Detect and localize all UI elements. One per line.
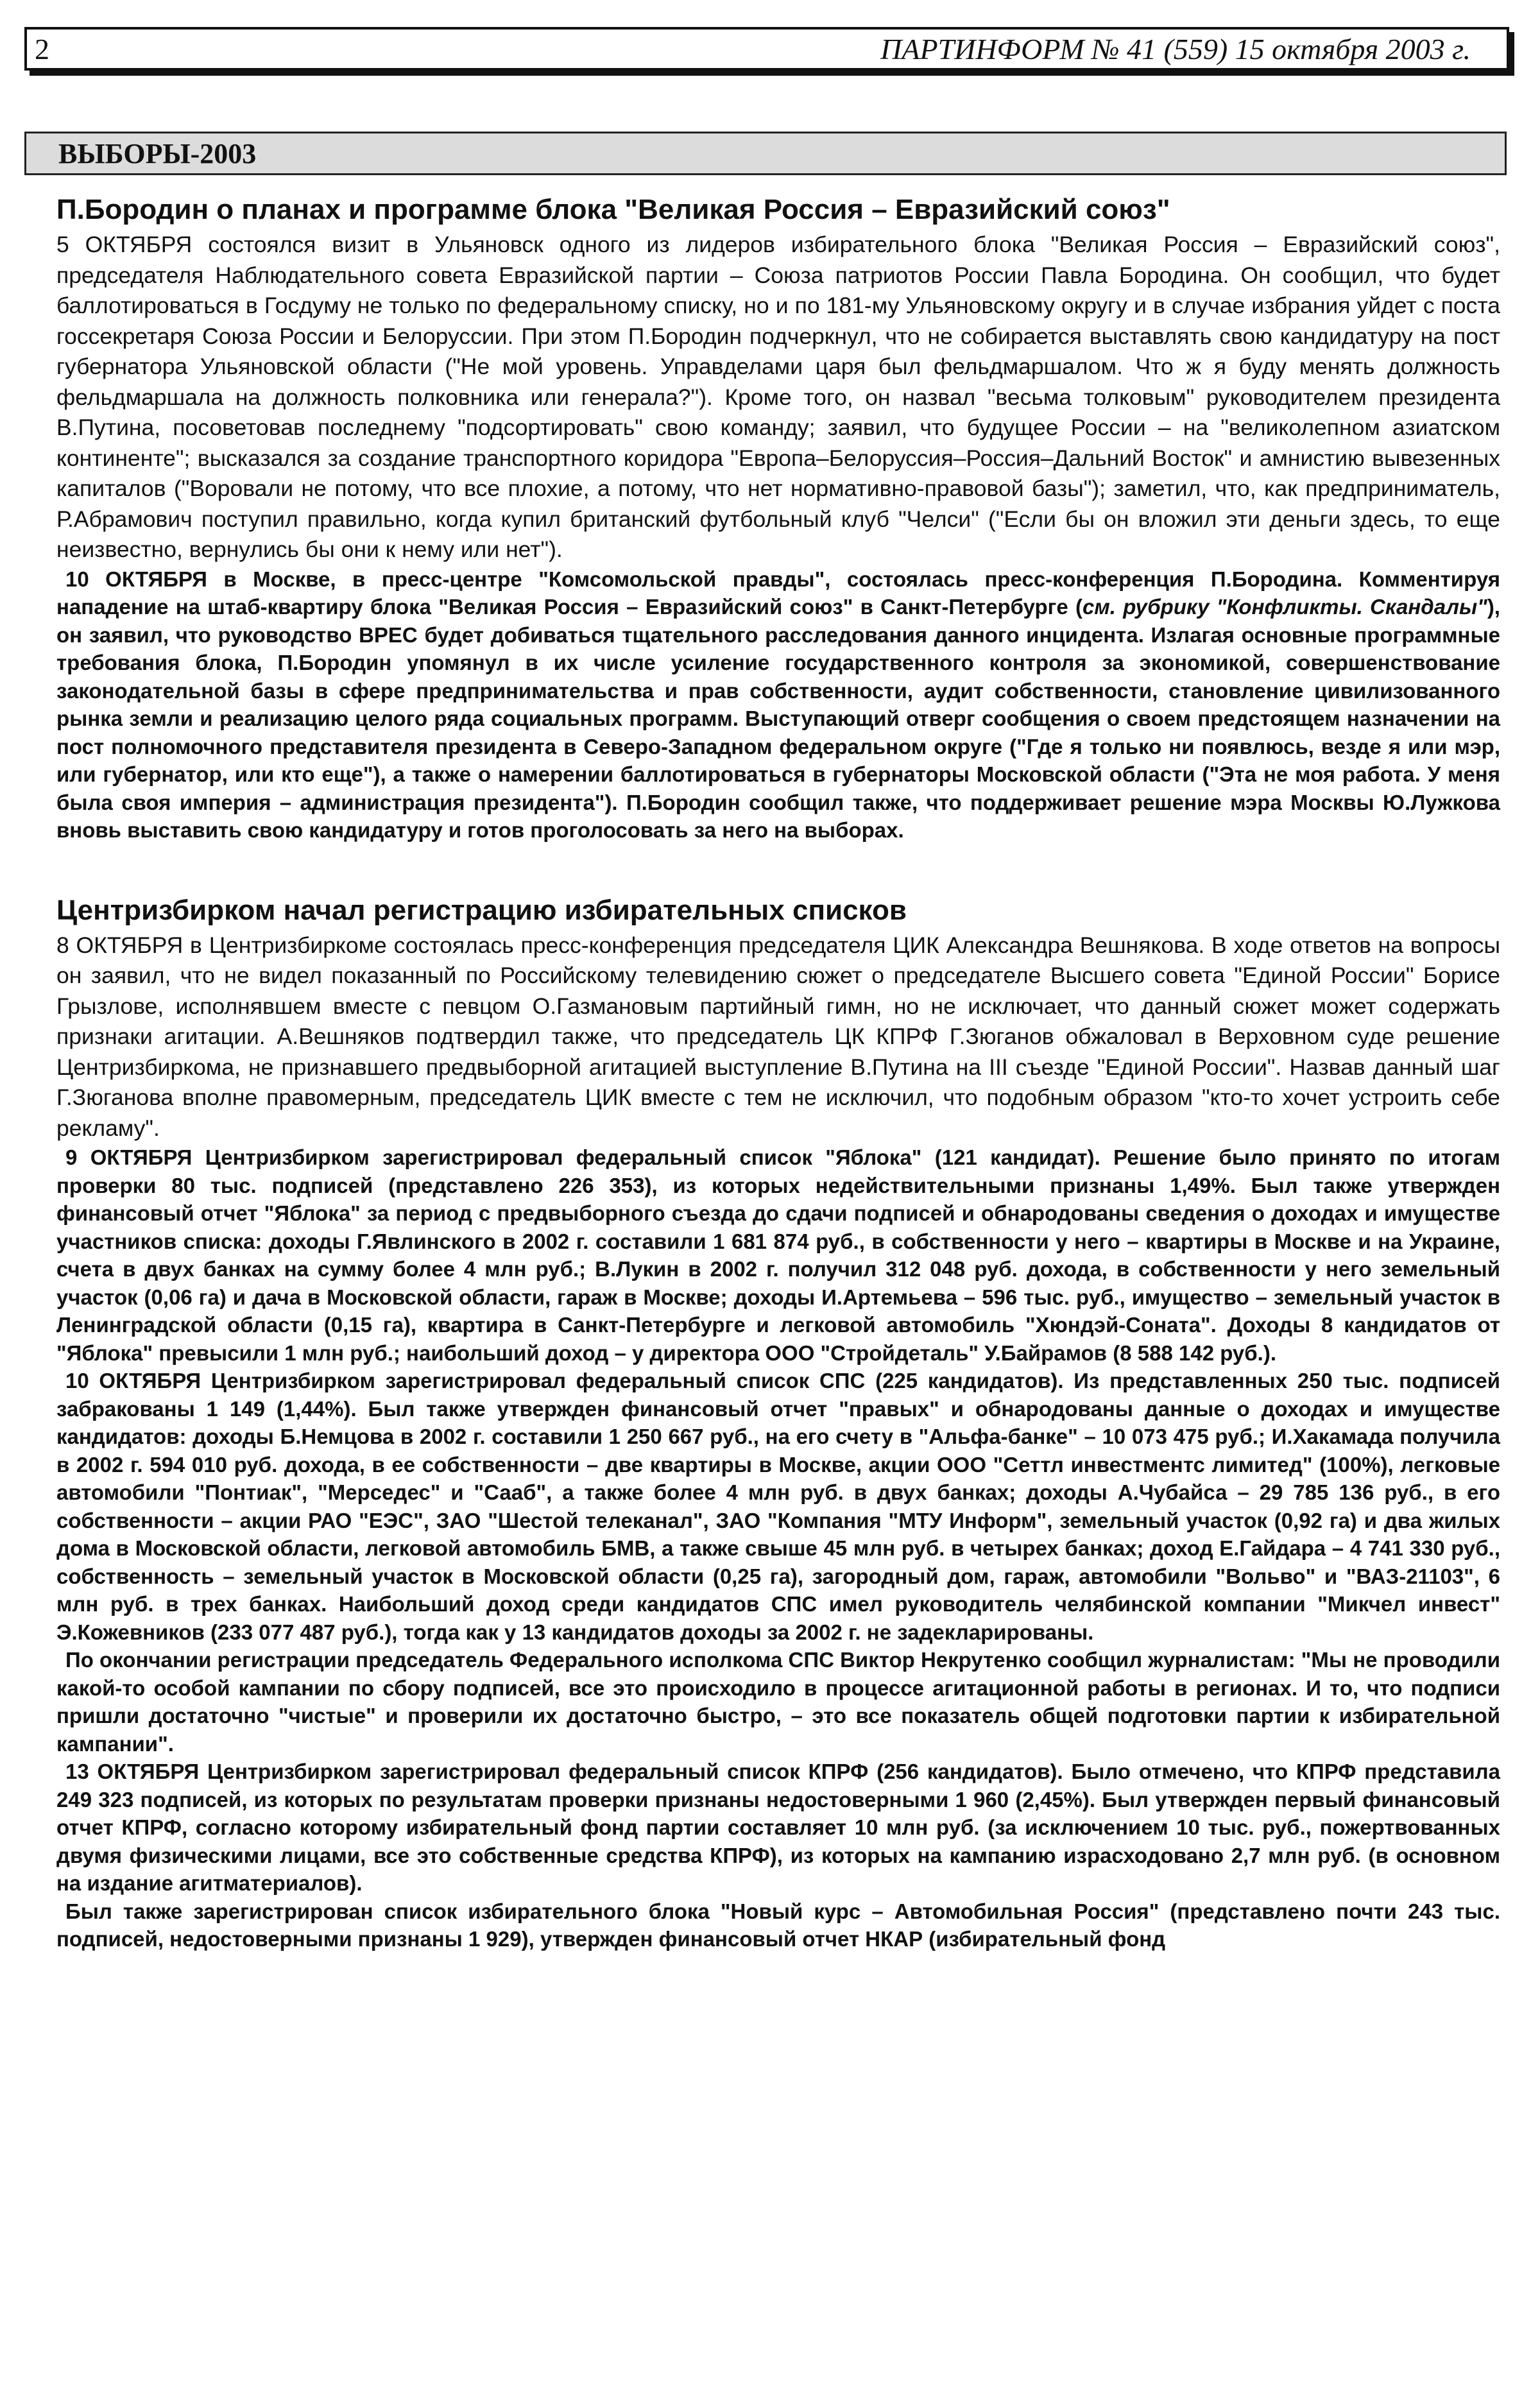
article-column [56,193,1500,1953]
rubric-reference: см. рубрику "Конфликты. Скандалы" [1082,595,1487,619]
article-paragraph: 13 ОКТЯБРЯ Центризбирком зарегистрировал федеральный список КПРФ (256 кандидатов). Было отмечено, что КПРФ представила 249 323 подписей, из которых по результатам проверки признаны недостоверными 1 960 (2,45%). Был утвержден первый финансовый отчет КПРФ, согласно которому избирательный фонд партии составляет 10 млн руб. (за исключением 10 тыс. руб., пожертвованных двумя физическими лицами, все это собственные средства КПРФ), из которых на кампанию израсходовано 2,7 млн руб. (в основном на издание агитматериалов). [56,1760,1500,1895]
article-paragraph: 10 ОКТЯБРЯ Центризбирком зарегистрировал федеральный список СПС (225 кандидатов). Из представленных 250 тыс. подписей забракованы 1 149 (1,44%). Был также утвержден финансовый отчет "правых" и обнародованы данные о доходах и имуществе кандидатов: доходы Б.Немцова в 2002 г. составили 1 250 667 руб., на его счету в "Альфа-банке" – 10 073 475 руб.; И.Хакамада получила в 2002 г. 594 010 руб. дохода, в ее собственности – две квартиры в Москве, акции ООО "Сеттл инвестментс лимитед" (100%), легковые автомобили "Понтиак", "Мерседес" и "Сааб", а также более 4 млн руб. в двух банках; доходы А.Чубайса – 29 785 136 руб., в его собственности – акции РАО "ЕЭС", ЗАО "Шестой телеканал", ЗАО "Компания "МТУ Информ", земельный участок (0,92 га) и два жилых дома в Московской области, легковой автомобиль БМВ, а также свыше 45 млн руб. в четырех банках; доход Е.Гайдара – 4 741 330 руб., собственность – земельный участок в Московской области (0,25 га), загородный дом, гараж, автомобили "Вольво" и "ВАЗ-21103", 6 млн руб. в трех банках. Наибольший доход среди кандидатов СПС имел руководитель челябинской компании "Микчел инвест" Э.Кожевников (233 077 487 руб.), тогда как у 13 кандидатов доходы за 2002 г. не задекларированы. [56,1369,1500,1644]
article-paragraph: 8 ОКТЯБРЯ в Центризбиркоме состоялась пресс-конференция председателя ЦИК Александра Вешнякова. В ходе ответов на вопросы он заявил, что не видел показанный по Российскому телевидению сюжет о председателе Высшего совета "Единой России" Борисе Грызлове, исполнявшем вместе с певцом О.Газмановым партийный гимн, но не исключает, что данный сюжет может содержать признаки агитации. А.Вешняков подтвердил также, что председатель ЦК КПРФ Г.Зюганов обжаловал в Верховном суде решение Центризбиркома, не признавшего предвыборной агитацией выступление В.Путина на III съезде "Единой России". Назвав данный шаг Г.Зюганова вполне правомерным, председатель ЦИК вместе с тем не исключил, что подобным образом "кто-то хочет устроить себе рекламу". [56,932,1500,1141]
article-paragraph: 9 ОКТЯБРЯ Центризбирком зарегистрировал федеральный список "Яблока" (121 кандидат). Решение было принято по итогам проверки 80 тыс. подписей (представлено 226 353), из которых недействительными признаны 1,49%. Был также утвержден финансовый отчет "Яблока" за период с предвыборного съезда до сдачи подписей и обнародованы сведения о доходах и имуществе участников списка: доходы Г.Явлинского в 2002 г. составили 1 681 874 руб., в собственности у него – квартиры в Москве и на Украине, счета в двух банках на сумму более 4 млн руб.; В.Лукин в 2002 г. получил 312 048 руб. дохода, в собственности у него земельный участок (0,06 га) и дача в Московской области, гараж в Москве; доходы И.Артемьева – 596 тыс. руб., имущество – земельный участок в Ленинградской области (0,15 га), квартира в Санкт-Петербурге и легковой автомобиль "Хюндэй-Соната". Доходы 8 кандидатов от "Яблока" превысили 1 млн руб.; наибольший доход – у директора ООО "Стройдеталь" У.Байрамов (8 588 142 руб.). [56,1145,1500,1365]
article-paragraph: По окончании регистрации председатель Федерального исполкома СПС Виктор Некрутенко сообщил журналистам: "Мы не проводили какой-то особой кампании по сбору подписей, все это происходило в процессе агитационной работы в регионах. И то, что подписи пришли достаточно "чистые" и проверили их достаточно быстро, – это все показатель общей подготовки партии к избирательной кампании". [56,1648,1500,1756]
article-paragraph: Был также зарегистрирован список избирательного блока "Новый курс – Автомобильная Россия" (представлено почти 243 тыс. подписей, недостоверными признаны 1 929), утвержден финансовый отчет НКАР (избирательный фонд [56,1899,1500,1951]
article-cik [56,893,1500,1953]
article-title: П.Бородин о планах и программе блока "Великая Россия – Евразийский союз" [56,194,1170,225]
page-header [24,27,1509,71]
paragraph-text: 10 ОКТЯБРЯ в Москве, в пресс-центре "Комсомольской правды", состоялась пресс-конференция П.Бородина. Комментируя нападение на штаб-квартиру блока "Великая Россия – Евразийский союз" в Санкт-Петербурге ( [56,567,1500,619]
article-borodin [56,193,1500,844]
article-title: Центризбирком начал регистрацию избирательных списков [56,894,907,926]
article-gap [56,844,1500,893]
article-paragraph [56,565,1500,844]
paragraph-text: ), он заявил, что руководство ВРЕС будет добиваться тщательного расследования данного инцидента. Излагая основные программные требования блока, П.Бородин упомянул в их числе усиление государственного контроля за экономикой, совершенствование законодательной базы в сфере предпринимательства и прав собственности, аудит собственности, становление цивилизованного рынка земли и реализацию целого ряда социальных программ. Выступающий отверг сообщения о своем предстоящем назначении на пост полномочного представителя президента в Северо-Западном федеральном округе ("Где я только ни появлюсь, везде я или мэр, или губернатор, или кто еще"), а также о намерении баллотироваться в губернаторы Московской области ("Эта не моя работа. У меня была своя империя – администрация президента"). П.Бородин сообщил также, что поддерживает решение мэра Москвы Ю.Лужкова вновь выставить свою кандидатуру и готов проголосовать за него на выборах. [56,595,1500,842]
page-number: 2 [35,33,49,65]
article-paragraph: 5 ОКТЯБРЯ состоялся визит в Ульяновск одного из лидеров избирательного блока "Великая Россия – Евразийский союз", председателя Наблюдательного совета Евразийской партии – Союза патриотов России Павла Бородина. Он сообщил, что будет баллотироваться в Госдуму не только по федеральному списку, но и по 181-му Ульяновскому округу и в случае избрания уйдет с поста госсекретаря Союза России и Белоруссии. При этом П.Бородин подчеркнул, что не собирается выставлять свою кандидатуру на пост губернатора Ульяновской области ("Не мой уровень. Управделами царя был фельдмаршалом. Что ж я буду менять должность фельдмаршала на должность полковника или генерала?"). Кроме того, он назвал "весьма толковым" руководителем президента В.Путина, посоветовав последнему "подсортировать" свою команду; заявил, что будущее России – на "великолепном азиатском континенте"; высказался за создание транспортного коридора "Европа–Белоруссия–Россия–Дальний Восток" и амнистию вывезенных капиталов ("Воровали не потому, что все плохие, а потому, что нет нормативно-правовой базы"); заметил, что, как предприниматель, Р.Абрамович поступил правильно, когда купил британский футбольный клуб "Челси" ("Если бы он вложил эти деньги здесь, то еще неизвестно, вернулись бы они к нему или нет"). [56,232,1500,562]
section-header [24,132,1507,175]
masthead: ПАРТИНФОРМ № 41 (559) 15 октября 2003 г. [880,33,1471,65]
section-title: ВЫБОРЫ-2003 [58,138,257,169]
